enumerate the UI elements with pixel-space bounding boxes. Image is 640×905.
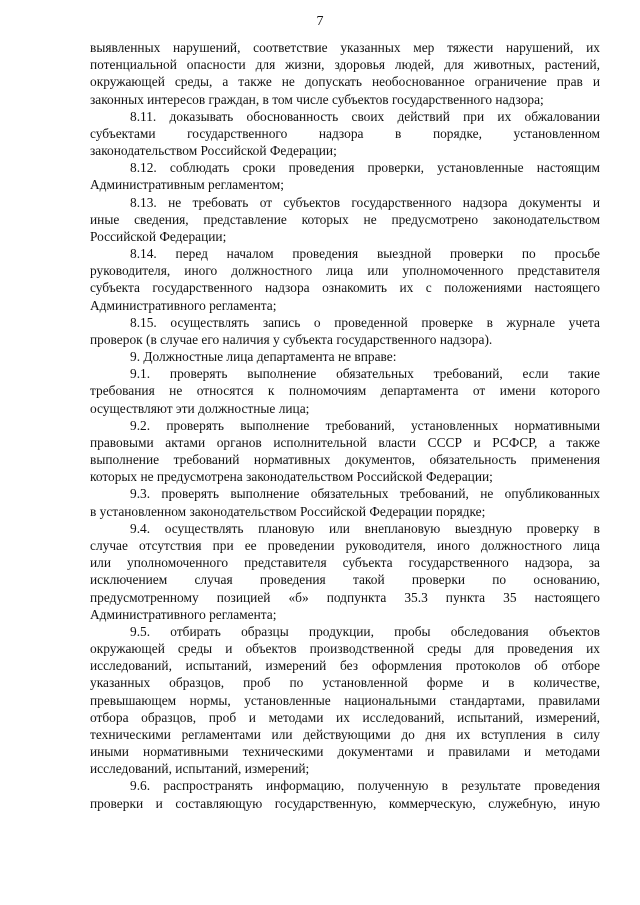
text-line: исследований, испытаний, измерений без оформления протоколов об отборе [90,658,600,674]
text-line: отбора образцов, проб и методами их исследований, испытаний, измерений, [90,709,600,725]
text-line: в установленном законодательством Российской Федерации порядке; [90,503,486,519]
text-line: требования не относятся к полномочиям департамента от имени которого [90,383,600,399]
text-line: Административного регламента; [90,606,277,622]
page-number: 7 [316,14,324,29]
text-line: 9.1. проверять выполнение обязательных требований, если такие [130,366,600,382]
text-line: Административным регламентом; [90,177,284,193]
text-line: проверок (в случае его наличия у субъекта государственного надзора). [90,331,493,347]
text-line: 9. Должностные лица департамента не вправе: [130,349,397,365]
text-line: окружающей среды, а также не допускать необоснованное ограничение прав и [90,74,600,90]
text-line: Административного регламента; [90,297,277,313]
text-line: 9.2. проверять выполнение требований, установленных нормативными [130,417,600,433]
text-line: правовыми актами органов исполнительной власти СССР и РСФСР, а также [90,434,600,450]
text-line: предусмотренному позицией «б» подпункта 35.3 пункта 35 настоящего [90,589,600,605]
text-line: иные сведения, представление которых не предусмотрено законодательством [90,211,600,227]
text-line: 8.14. перед началом проведения выездной проверки по просьбе [130,246,600,262]
text-line: исключением случая проведения такой проверки по основанию, [90,572,600,588]
text-line: 9.6. распространять информацию, полученную в результате проведения [130,778,600,794]
text-line: окружающей среды и объектов производственной среды для проведения их [90,641,600,657]
text-line: иными нормативными техническими документами и правилами и методами [90,744,600,760]
text-line: 8.12. соблюдать сроки проведения проверки, установленные настоящим [130,160,600,176]
text-line: превышающем нормы, установленные национальными стандартами, правилами [90,692,600,708]
text-line: 8.11. доказывать обоснованность своих действий при их обжаловании [130,108,600,124]
text-line: которых не предусмотрена законодательством Российской Федерации; [90,469,493,485]
text-line: осуществляют эти должностные лица; [90,400,310,416]
text-line: 9.4. осуществлять плановую или внеплановую выездную проверку в [130,520,600,536]
document-body [90,39,600,812]
text-line: или уполномоченного представителя субъекта государственного надзора, за [90,555,600,571]
text-line: Российской Федерации; [90,228,227,244]
text-line: 9.5. отбирать образцы продукции, пробы обследования объектов [130,623,600,639]
text-line: выполнение требований нормативных документов, обязательность применения [90,452,600,468]
text-line: 8.15. осуществлять запись о проведенной проверке в журнале учета [130,314,600,330]
text-line: случае отсутствия при ее проведении руководителя, иного должностного лица [90,537,600,553]
text-line: исследований, испытаний, измерений; [90,761,310,777]
text-line: указанных образцов, проб по установленной форме и в количестве, [90,675,600,691]
text-line: субъекта государственного надзора ознакомить их с положениями настоящего [90,280,600,296]
text-line: проверки и составляющую государственную, коммерческую, служебную, иную [90,795,600,811]
text-line: 8.13. не требовать от субъектов государственного надзора документы и [130,194,600,210]
text-line: субъектами государственного надзора в порядке, установленном [90,125,600,141]
text-line: законодательством Российской Федерации; [90,143,337,159]
text-line: техническими регламентами или действующими до дня их вступления в силу [90,726,600,742]
text-line: потенциальной опасности для жизни, здоровья людей, для животных, растений, [90,57,600,73]
text-line: выявленных нарушений, соответствие указанных мер тяжести нарушений, их [90,40,600,55]
text-line: 9.3. проверять выполнение обязательных требований, не опубликованных [130,486,600,502]
text-line: руководителя, иного должностного лица или уполномоченного представителя [90,263,600,279]
text-line: законных интересов граждан, в том числе субъектов государственного надзора; [90,91,544,107]
